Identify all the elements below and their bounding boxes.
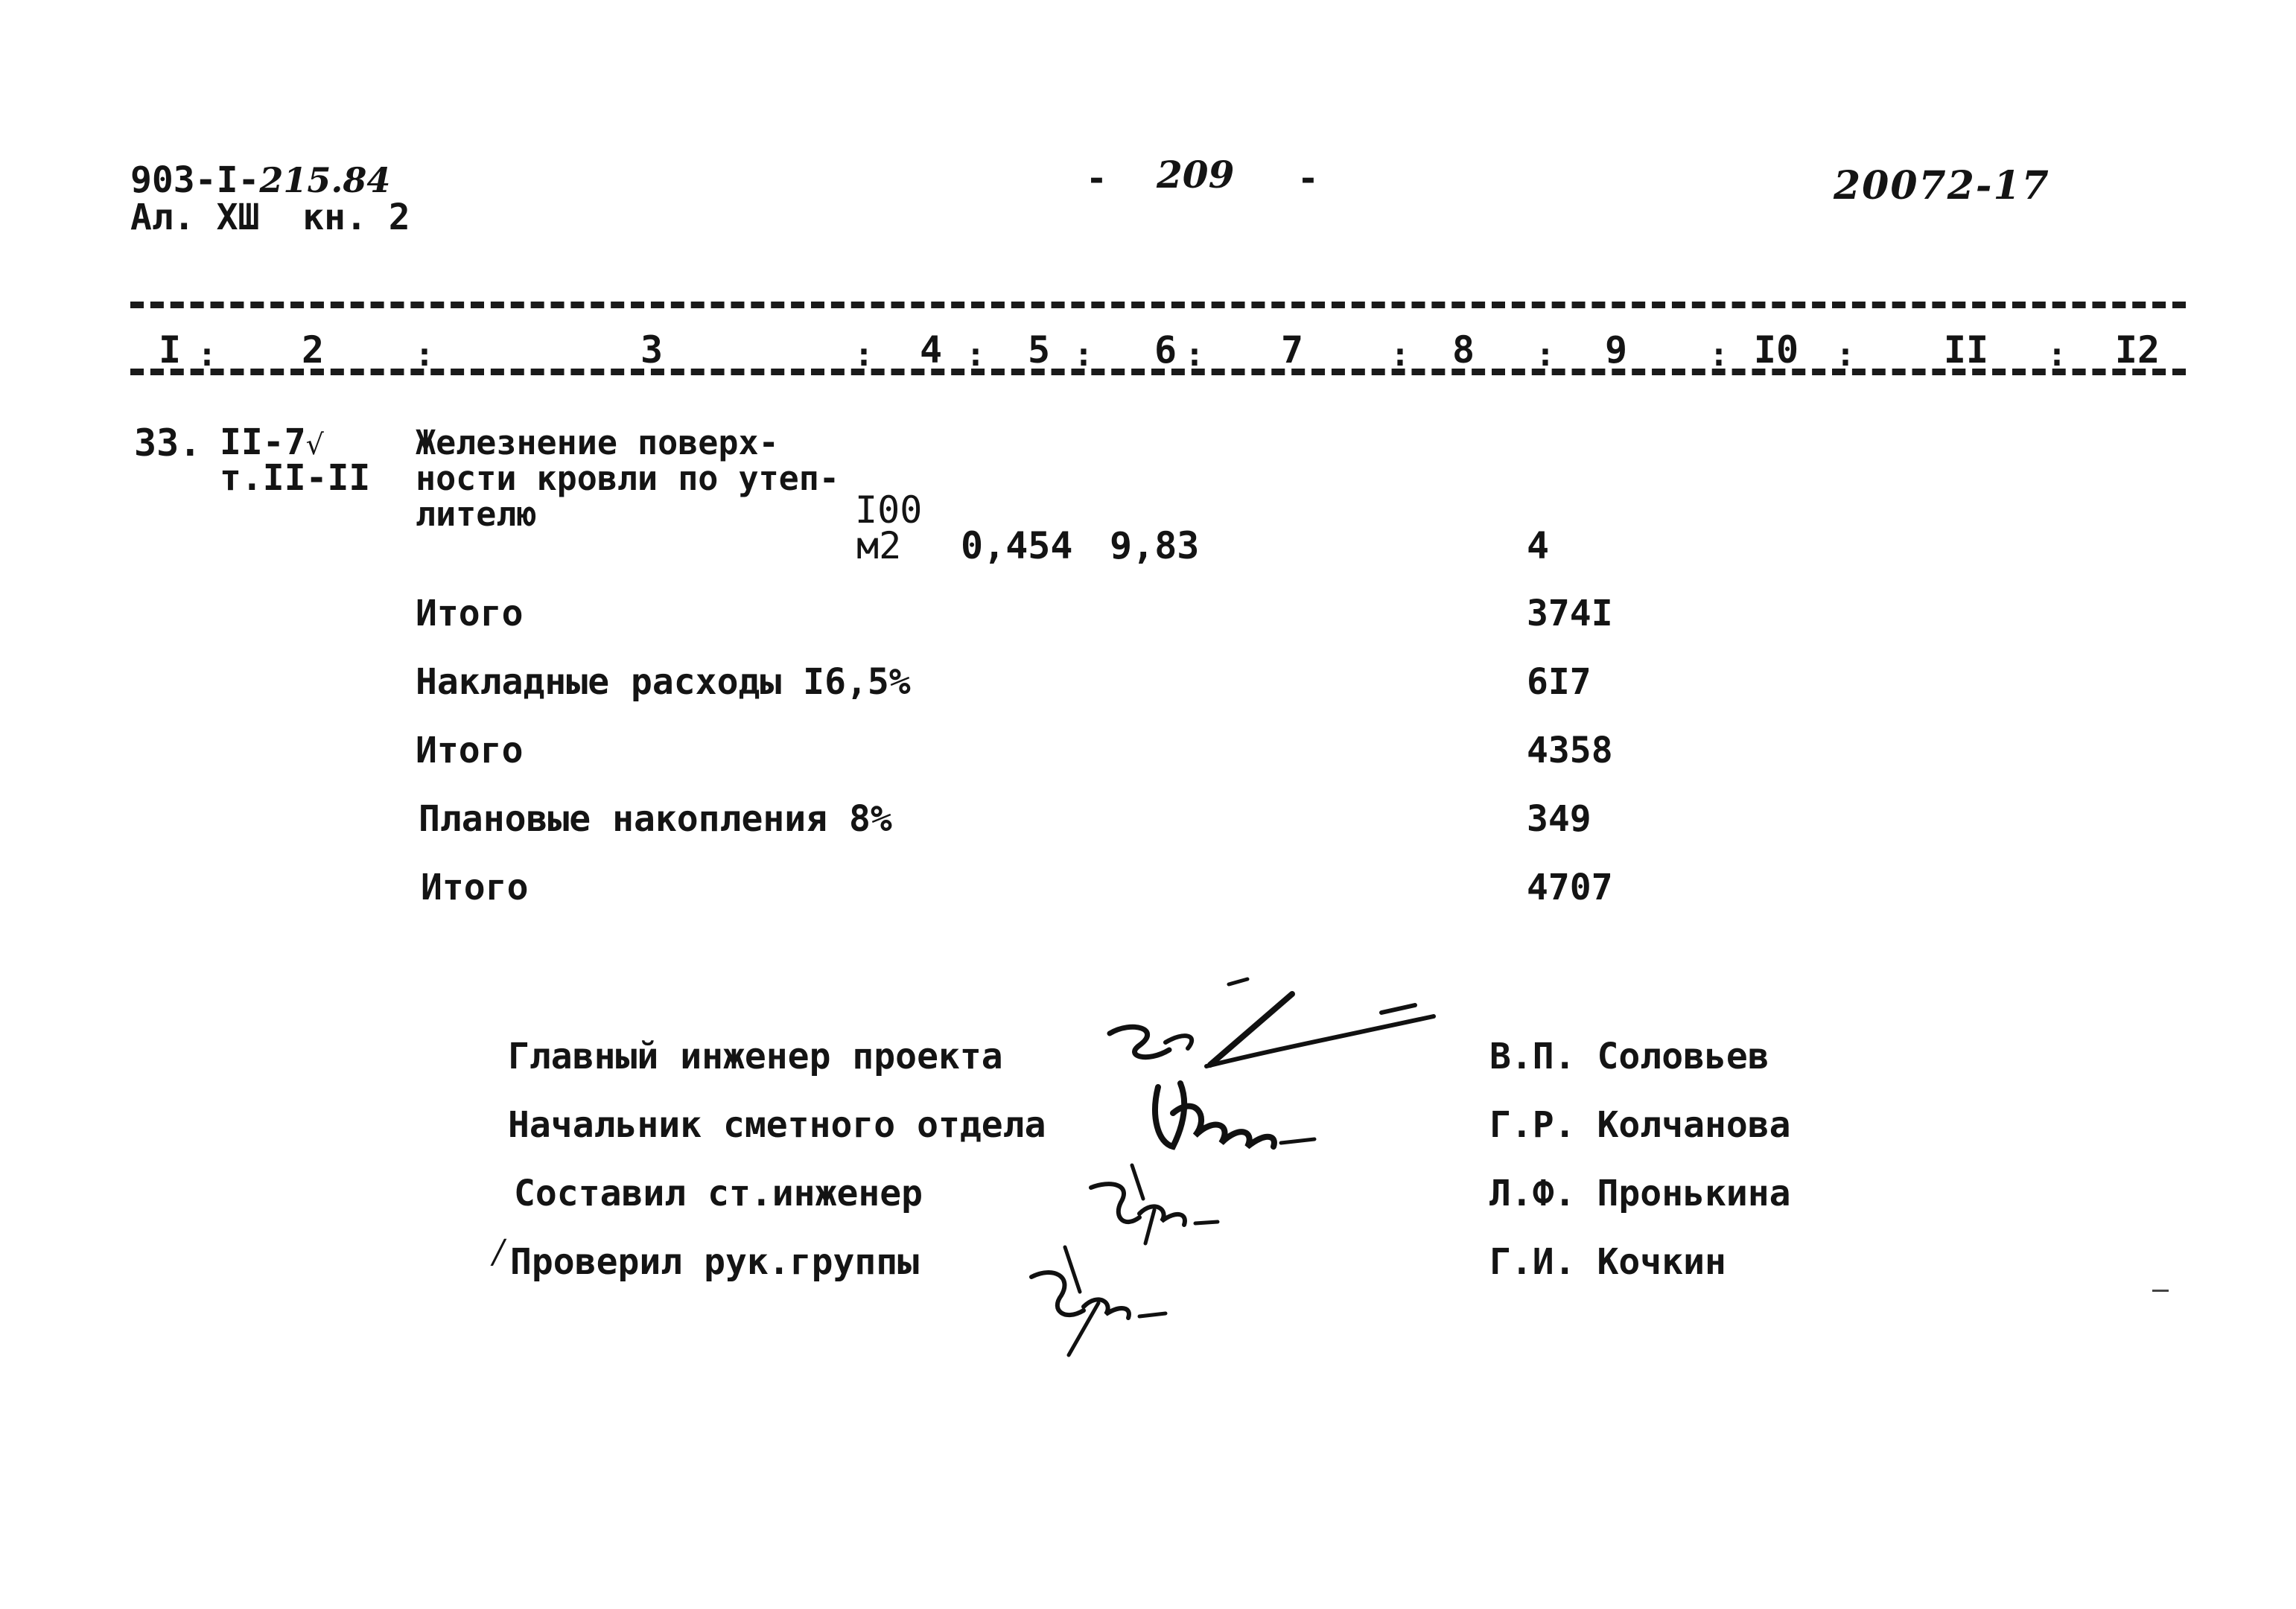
row-unit-line1: I00 bbox=[855, 488, 923, 532]
page-dash-right: - bbox=[1297, 158, 1319, 200]
column-separator: : bbox=[1708, 336, 1729, 374]
row-code-handmark: √ bbox=[305, 428, 324, 461]
column-separator: : bbox=[965, 336, 986, 374]
row-code-typed: II-7 bbox=[220, 421, 306, 463]
summary-value-1: 374I bbox=[1527, 593, 1613, 634]
row-code-line1 bbox=[220, 421, 324, 463]
column-number-2: 2 bbox=[301, 328, 325, 372]
column-separator: : bbox=[1835, 336, 1856, 374]
project-code bbox=[130, 159, 391, 201]
column-separator: : bbox=[1390, 336, 1411, 374]
column-number-9: 9 bbox=[1604, 328, 1628, 372]
column-number-5: 5 bbox=[1027, 328, 1051, 372]
row-code-line2: т.II-II bbox=[220, 457, 371, 499]
project-code-handwritten: 215.84 bbox=[259, 160, 391, 200]
column-number-3: 3 bbox=[640, 328, 664, 372]
column-number-8: 8 bbox=[1451, 328, 1475, 372]
row-total: 4 bbox=[1527, 524, 1550, 567]
margin-mark bbox=[2152, 1290, 2169, 1292]
row-price: 9,83 bbox=[1110, 524, 1200, 567]
row-description-line1: Железнение поверх- bbox=[416, 423, 779, 462]
summary-value-4: 349 bbox=[1527, 798, 1591, 840]
project-code-typed: 903-I- bbox=[130, 159, 260, 201]
signature-position-3: Составил ст.инженер bbox=[514, 1173, 923, 1214]
checked-mark: / bbox=[493, 1233, 504, 1271]
row-unit-line2: м2 bbox=[856, 524, 902, 567]
summary-value-3: 4358 bbox=[1527, 730, 1613, 771]
page-dash-left: - bbox=[1086, 158, 1107, 200]
column-number-7: 7 bbox=[1280, 328, 1304, 372]
summary-value-2: 6I7 bbox=[1527, 661, 1591, 703]
row-index: 33. bbox=[134, 421, 202, 465]
column-number-4: 4 bbox=[919, 328, 943, 372]
summary-label-4: Плановые накопления 8% bbox=[419, 798, 892, 840]
signature-name-2: Г.Р. Колчанова bbox=[1489, 1104, 1791, 1146]
header-rule-top bbox=[130, 302, 2186, 308]
column-separator: : bbox=[414, 336, 435, 374]
summary-label-3: Итого bbox=[416, 730, 524, 771]
signature-name-4: Г.И. Кочкин bbox=[1489, 1241, 1726, 1283]
album-line: Ал. ХШ кн. 2 bbox=[130, 197, 410, 238]
signature-position-1: Главный инженер проекта bbox=[508, 1036, 1003, 1077]
column-separator: : bbox=[197, 336, 217, 374]
inventory-number: 20072-17 bbox=[1834, 163, 2050, 208]
column-number-1: I bbox=[158, 328, 182, 372]
page-number: 209 bbox=[1157, 153, 1235, 197]
column-separator: : bbox=[853, 336, 874, 374]
summary-value-5: 4707 bbox=[1527, 867, 1613, 908]
signature-scribble-estimates-head bbox=[1143, 1072, 1337, 1169]
summary-label-2: Накладные расходы I6,5% bbox=[416, 661, 911, 703]
signature-position-2: Начальник сметного отдела bbox=[508, 1104, 1046, 1146]
row-description-line3: лителю bbox=[416, 494, 537, 534]
signature-scribble-group-leader bbox=[1020, 1236, 1184, 1363]
signature-name-1: В.П. Соловьев bbox=[1489, 1036, 1769, 1077]
row-quantity: 0,454 bbox=[961, 524, 1073, 567]
column-number-12: I2 bbox=[2114, 328, 2160, 372]
summary-label-5: Итого bbox=[421, 867, 529, 908]
summary-label-1: Итого bbox=[416, 593, 524, 634]
signature-name-3: Л.Ф. Пронькина bbox=[1489, 1173, 1791, 1214]
signature-position-4: Проверил рук.группы bbox=[510, 1241, 920, 1283]
row-description-line2: ности кровли по утеп- bbox=[416, 459, 839, 498]
column-separator: : bbox=[1535, 336, 1556, 374]
column-number-6: 6 bbox=[1154, 328, 1177, 372]
column-number-10: I0 bbox=[1753, 328, 1799, 372]
column-separator: : bbox=[2047, 336, 2067, 374]
column-separator: : bbox=[1184, 336, 1205, 374]
column-number-11: II bbox=[1943, 328, 1989, 372]
column-separator: : bbox=[1073, 336, 1094, 374]
